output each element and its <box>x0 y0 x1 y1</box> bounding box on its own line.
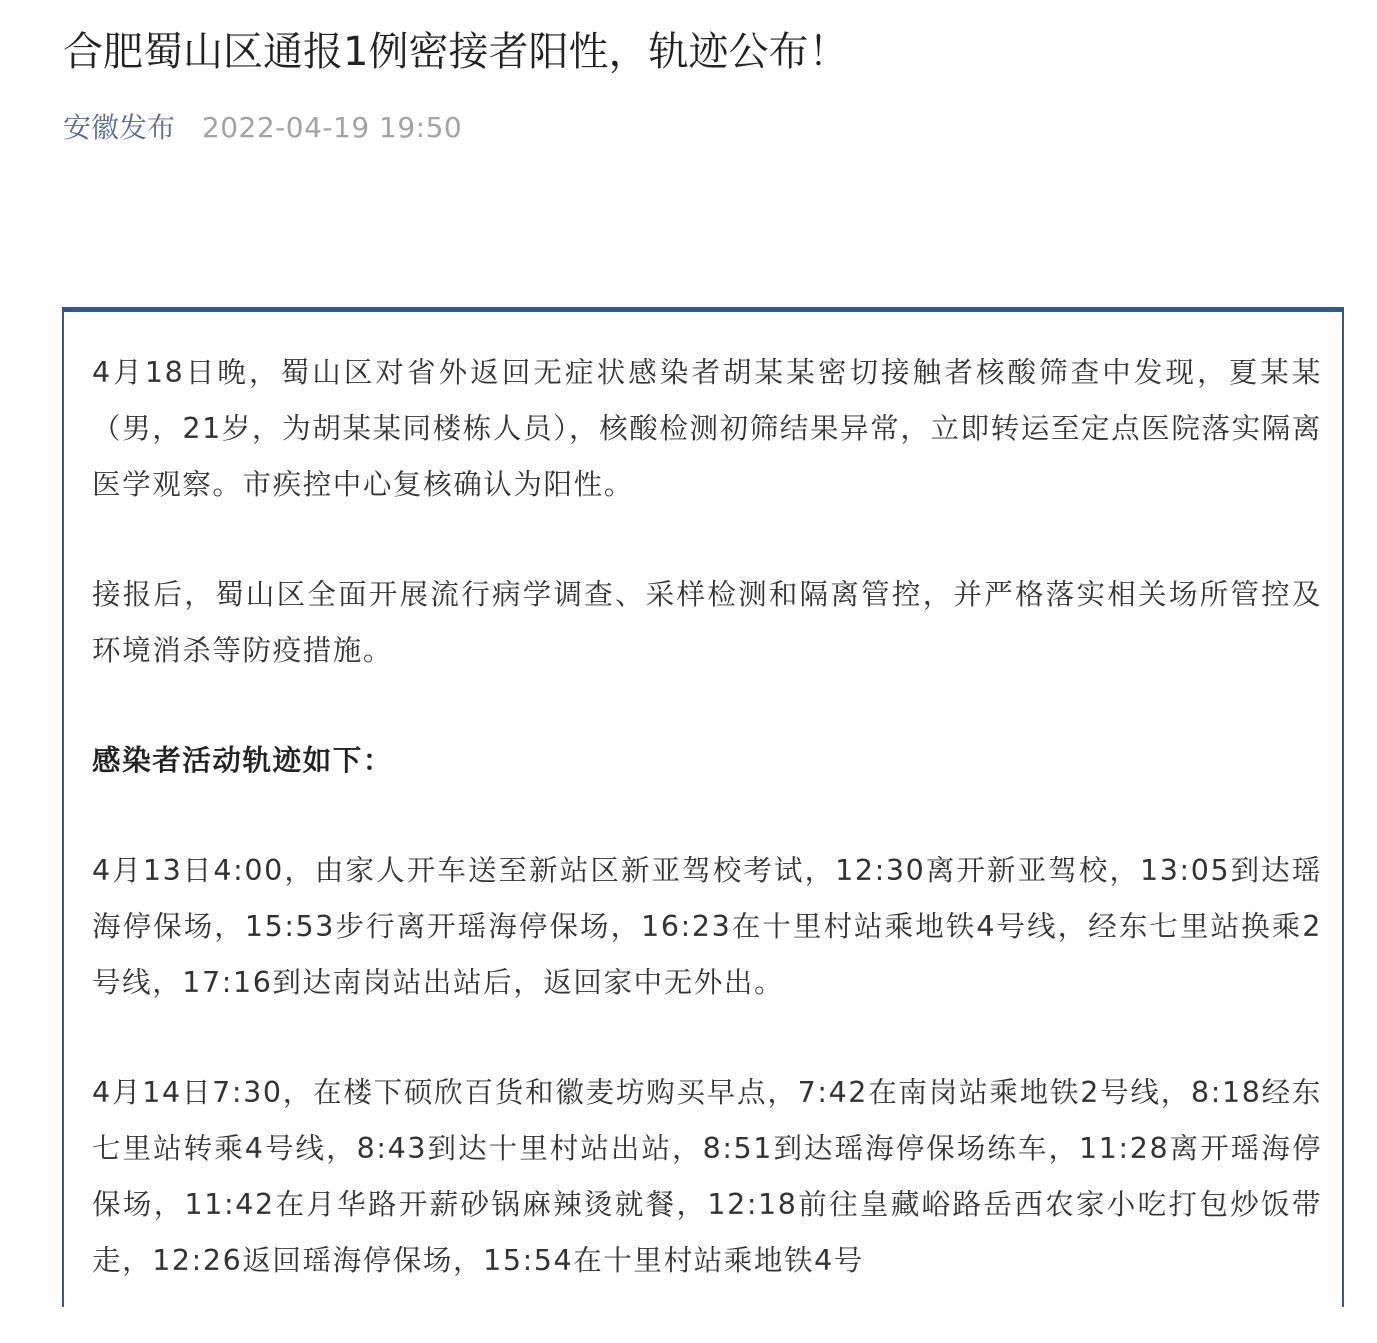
article-meta <box>63 108 1353 148</box>
trajectory-heading: 感染者活动轨迹如下： <box>92 744 394 777</box>
author-link[interactable]: 安徽发布 <box>63 111 176 144</box>
watermark <box>1162 1242 1332 1276</box>
trajectory-april-13: 4月13日4:00，由家人开车送至新站区新亚驾校考试，12:30离开新亚驾校，13:05到达瑶海停保场，15:53步行离开瑶海停保场，16:23在十里村站乘地铁4号线，经东七里站换乘2号线，17:16到达南岗站出站后，返回家中无外出。 <box>92 854 1322 999</box>
trajectory-april-14: 4月14日7:30，在楼下硕欣百货和徽麦坊购买早点，7:42在南岗站乘地铁2号线，8:18经东七里站转乘4号线，8:43到达十里村站出站，8:51到达瑶海停保场练车，11:28离开瑶海停保场，11:42在月华路开薪砂锅麻辣烫就餐，12:18前往皇藏峪路岳西农家小吃打包炒饭带走，12:26返回瑶海停保场，15:54在十里村站乘地铁4号 <box>92 1076 1322 1277</box>
article-header <box>63 18 1353 148</box>
article-content-box <box>62 307 1344 1307</box>
paragraph-announcement: 4月18日晚，蜀山区对省外返回无症状感染者胡某某密切接触者核酸筛查中发现，夏某某（男，21岁，为胡某某同楼栋人员），核酸检测初筛结果异常，立即转运至定点医院落实隔离医学观察。市疾控中心复核确认为阳性。 <box>92 356 1322 501</box>
paragraph-response: 接报后，蜀山区全面开展流行病学调查、采样检测和隔离管控，并严格落实相关场所管控及环境消杀等防疫措施。 <box>92 578 1322 667</box>
article-title: 合肥蜀山区通报1例密接者阳性，轨迹公布！ <box>63 29 849 75</box>
article-body <box>92 345 1322 1343</box>
publish-time: 2022-04-19 19:50 <box>201 111 463 144</box>
